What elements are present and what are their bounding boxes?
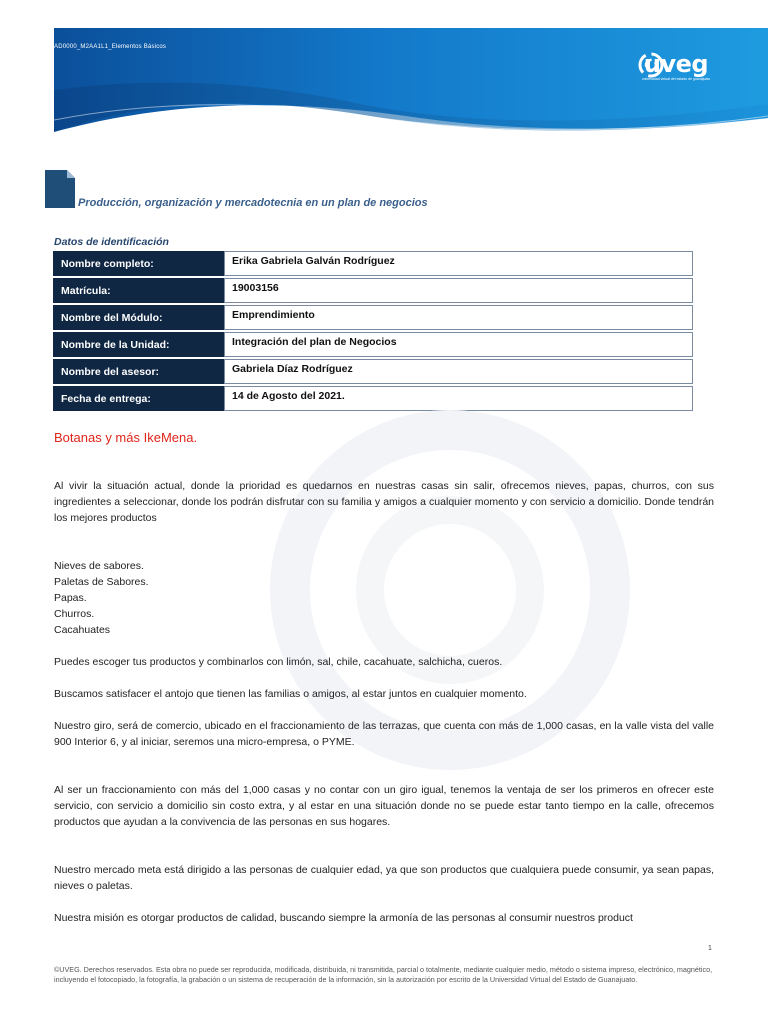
paragraph-advantage: Al ser un fraccionamiento con más del 1,000 casas y no contar con un giro igual, tenemos la ventaja de ser los primeros en ofrecer este servicio, con servicio a domicilio sin costo extra, y al estar en una situación donde no se puede estar tanto tiempo en la calle, ofrecemos productos que ayudan a la convivencia de las personas en sus hogares. (54, 784, 714, 828)
copyright-footer: ©UVEG. Derechos reservados. Esta obra no puede ser reproducida, modificada, distribuida, ni transmitida, parcial o totalmente, mediante cualquier medio, método o sistema impreso, electrónico, magnético, incluyendo el fotocopiado, la fotografía, la grabación o un sistema de recuperación de la información, sin la autorización por escrito de la Universidad Virtual del Estado de Guanajuato. (54, 965, 713, 984)
business-heading: Botanas y más IkeMena. (54, 430, 198, 445)
list-item: Papas. (54, 592, 87, 604)
row-label: Nombre completo: (53, 251, 224, 276)
list-item: Nieves de sabores. (54, 560, 144, 572)
paragraph-mission: Nuestra misión es otorgar productos de calidad, buscando siempre la armonía de las personas al consumir nuestros product (54, 912, 633, 924)
list-item: Cacahuates (54, 624, 111, 636)
row-value: Integración del plan de Negocios (224, 332, 693, 357)
paragraph-business-line: Nuestro giro, será de comercio, ubicado en el fraccionamiento de las terrazas, que cuenta con más de 1,000 casas, en la valle vista del valle 900 Interior 6, y al iniciar, seremos una micro-empresa, o PYME. (54, 720, 714, 748)
row-label: Matrícula: (53, 278, 224, 303)
row-value: Erika Gabriela Galván Rodríguez (224, 251, 693, 276)
paragraph-objective: Buscamos satisfacer el antojo que tienen las familias o amigos, al estar juntos en cualquier momento. (54, 688, 527, 700)
table-row (53, 359, 693, 384)
document-code: AD0000_M2AA1L1_Elementos Básicos (54, 44, 167, 50)
row-label: Nombre del Módulo: (53, 305, 224, 330)
logo-subtext: universidad virtual del estado de guanajuato (641, 77, 711, 81)
list-item: Paletas de Sabores. (54, 576, 149, 588)
intro-paragraph: Al vivir la situación actual, donde la prioridad es quedarnos en nuestras casas sin salir, ofrecemos nieves, papas, churros, con sus ingredientes a seleccionar, donde los podrán disfrutar con su familia y amigos a cualquier momento y con servicio a domicilio. Donde tendrán los mejores productos (54, 480, 714, 524)
logo-swirl-icon (636, 50, 666, 80)
header-banner (0, 0, 768, 140)
page-number: 1 (708, 945, 712, 952)
row-label: Nombre de la Unidad: (53, 332, 224, 357)
row-value: Emprendimiento (224, 305, 693, 330)
main-content (54, 430, 714, 926)
paragraph-target-market: Nuestro mercado meta está dirigido a las personas de cualquier edad, ya que son productos que cualquiera puede consumir, ya sean papas, nieves o paletas. (54, 864, 714, 892)
row-value: 14 de Agosto del 2021. (224, 386, 693, 411)
table-row (53, 332, 693, 357)
row-label: Fecha de entrega: (53, 386, 224, 411)
row-value: Gabriela Díaz Rodríguez (224, 359, 693, 384)
identification-caption: Datos de identificación (54, 236, 169, 248)
product-list (54, 558, 714, 638)
table-row (53, 251, 693, 276)
table-row (53, 278, 693, 303)
table-row (53, 305, 693, 330)
row-value: 19003156 (224, 278, 693, 303)
logo-wordmark: uveg (643, 50, 709, 78)
row-label: Nombre del asesor: (53, 359, 224, 384)
list-item: Churros. (54, 608, 95, 620)
document-title: Producción, organización y mercadotecnia en un plan de negocios (78, 197, 428, 209)
paragraph-combinations: Puedes escoger tus productos y combinarlos con limón, sal, chile, cacahuate, salchicha, cueros. (54, 656, 503, 668)
document-icon (43, 168, 77, 215)
identification-table (53, 249, 693, 413)
uveg-logo (636, 50, 716, 81)
